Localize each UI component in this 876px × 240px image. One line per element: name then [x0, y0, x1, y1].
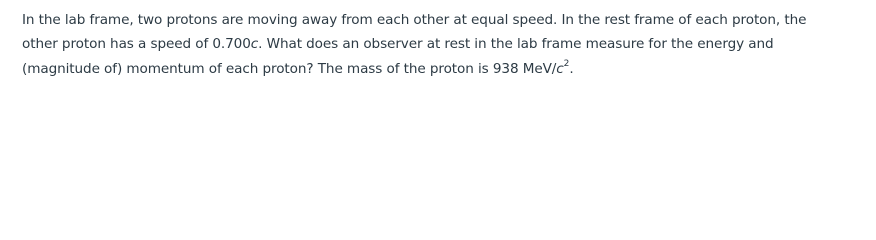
speed-of-light-symbol: c — [556, 60, 564, 77]
problem-line-3-end: . — [569, 60, 574, 77]
problem-line-3-text: (magnitude of) momentum of each proton? The mass of the proton is 938 MeV/ — [22, 60, 557, 77]
problem-line-3 — [22, 57, 852, 81]
problem-line-2 — [22, 32, 852, 56]
problem-statement — [22, 8, 852, 81]
exponent: 2 — [563, 59, 570, 70]
speed-of-light-symbol: c — [250, 36, 259, 53]
problem-line-2-rest: . What does an observer at rest in the lab frame measure for the energy and — [258, 36, 774, 53]
problem-line-1: In the lab frame, two protons are moving away from each other at equal speed. In the rest frame of each proton, the — [22, 12, 807, 28]
problem-line-2-text: other proton has a speed of 0.700 — [22, 36, 251, 53]
